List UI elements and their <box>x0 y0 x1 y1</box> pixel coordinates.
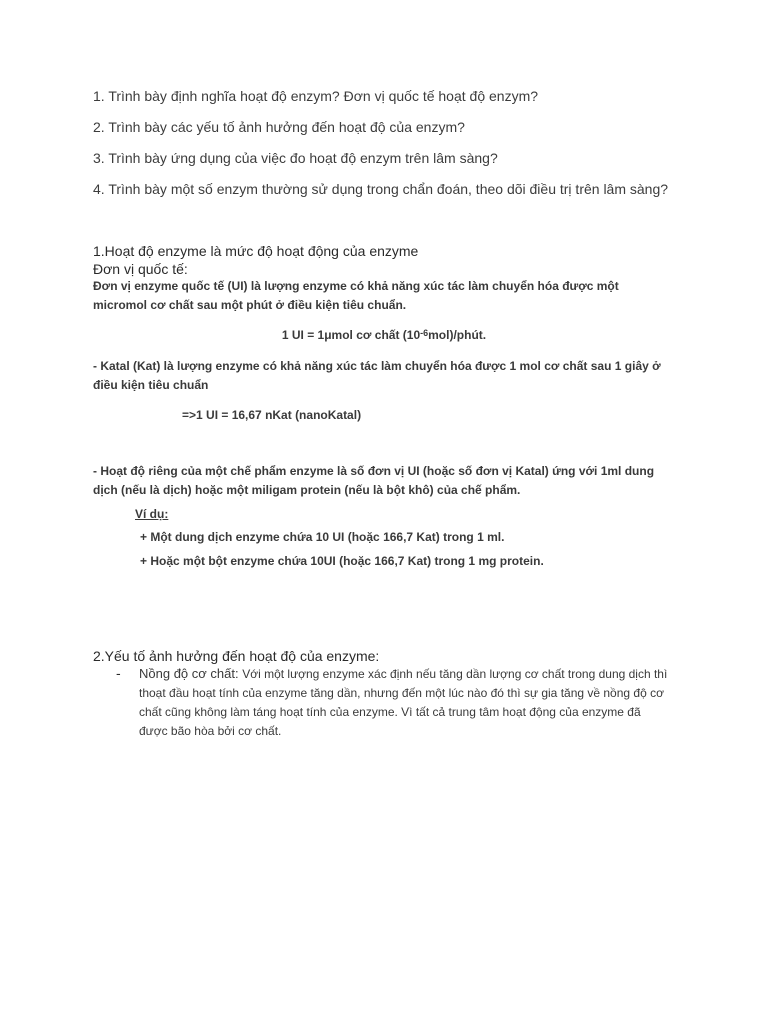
section2-heading: 2.Yếu tố ảnh hưởng đến hoạt độ của enzyme: <box>93 648 380 664</box>
katal-definition: - Katal (Kat) là lượng enzyme có khả năng xúc tác làm chuyển hóa được 1 mol cơ chất sau 1 giây ở điều kiện tiêu chuẩn <box>93 359 661 392</box>
item-lead: Nồng độ cơ chất: <box>139 666 243 681</box>
example-1: + Một dung dịch enzyme chứa 10 UI (hoặc 166,7 Kat) trong 1 ml. <box>140 530 505 544</box>
specific-activity: - Hoạt độ riêng của một chế phẩm enzyme là số đơn vị UI (hoặc số đơn vị Katal) ứng với 1ml dung dịch (nếu là dịch) hoặc một miligam protein (nếu là bột khô) của chế phẩm. <box>93 464 655 497</box>
example-label: Ví dụ: <box>135 507 169 521</box>
section1-heading: 1.Hoạt độ enzyme là mức độ hoạt động của enzyme <box>93 243 419 259</box>
question-4: 4. Trình bày một số enzym thường sử dụng trong chẩn đoán, theo dõi điều trị trên lâm sàng? <box>93 181 669 197</box>
item-text: Với một lượng enzyme xác định nếu tăng dần lượng cơ chất trong dung dịch thì thoạt đầu hoạt tính của enzyme tăng dần, nhưng đến một lúc nào đó thì sự gia tăng về nồng độ cơ chất cũng không làm táng hoạt tính của enzyme. Vì tất cả trung tâm hoạt động của enzyme đã được bão hòa bởi cơ chất. <box>139 667 668 738</box>
formula-post: mol)/phút. <box>428 328 487 342</box>
ui-definition: Đơn vị enzyme quốc tế (UI) là lượng enzyme có khả năng xúc tác làm chuyển hóa được một micromol cơ chất sau một phút ở điều kiện tiêu chuẩn. <box>93 279 619 312</box>
question-3: 3. Trình bày ứng dụng của việc đo hoạt độ enzym trên lâm sàng? <box>93 150 498 166</box>
question-1: 1. Trình bày định nghĩa hoạt độ enzym? Đơn vị quốc tế hoạt độ enzym? <box>93 88 539 104</box>
ui-formula <box>0 326 768 346</box>
formula-exponent: -6 <box>420 328 429 338</box>
formula-pre: 1 UI = 1μmol cơ chất (10 <box>281 328 421 342</box>
conversion-formula: =>1 UI = 16,67 nKat (nanoKatal) <box>182 408 362 422</box>
substrate-concentration-item <box>139 664 669 741</box>
bullet-marker: - <box>116 665 121 681</box>
example-2: + Hoặc một bột enzyme chứa 10UI (hoặc 166,7 Kat) trong 1 mg protein. <box>140 554 544 568</box>
section1-subheading: Đơn vị quốc tế: <box>93 261 188 277</box>
question-2: 2. Trình bày các yếu tố ảnh hưởng đến hoạt độ của enzym? <box>93 119 465 135</box>
